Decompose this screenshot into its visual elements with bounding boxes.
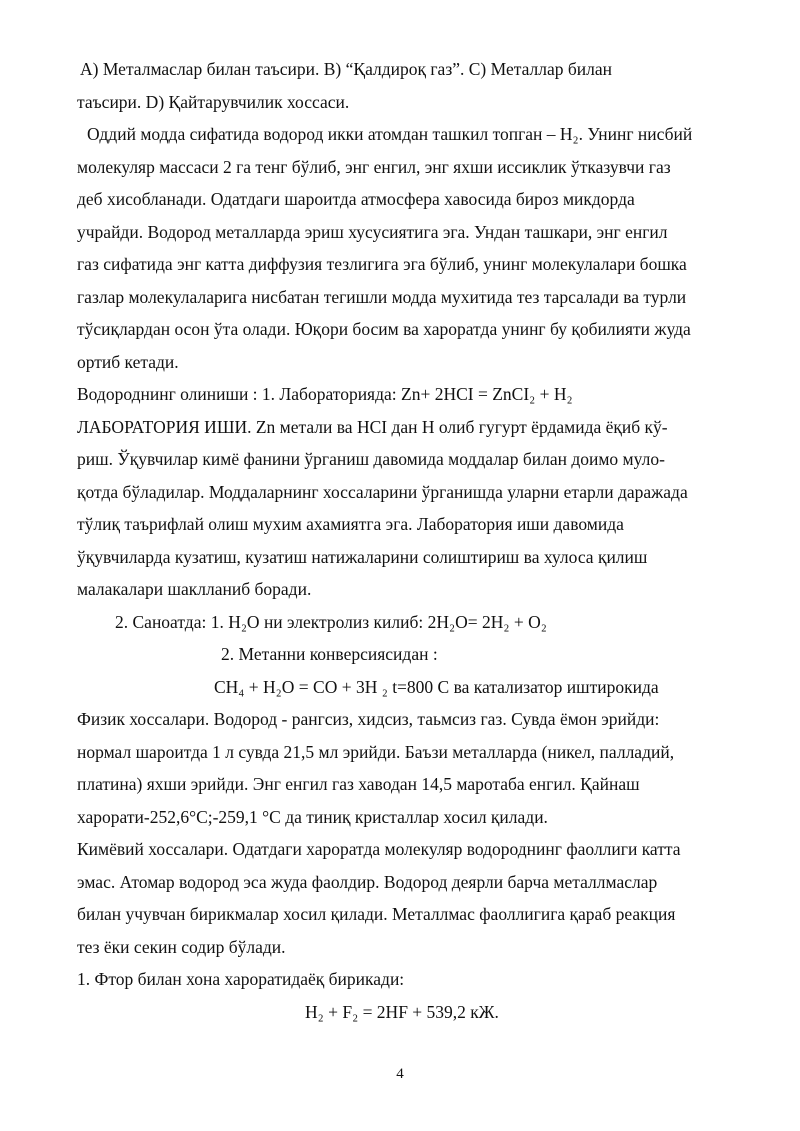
text-line: малакалари шаклланиб боради.: [77, 579, 312, 599]
text-line: билан учувчан бирикмалар хосил қилади. Металлмас фаоллигига қараб реакция: [77, 904, 676, 924]
text-line: ортиб кетади.: [77, 352, 179, 372]
text-line: харорати-252,6°С;-259,1 °С да тиниқ кристаллар хосил қилади.: [77, 807, 548, 827]
text-line: Физик хоссалари. Водород - рангсиз, хидсиз, таьмсиз газ. Сувда ёмон эрийди:: [77, 709, 660, 729]
text-line: А) Металмаслар билан таъсири. В) “Қалдироқ газ”. С) Металлар билан: [80, 59, 612, 79]
text-line: молекуляр массаси 2 га тенг бўлиб, энг енгил, энг яхши иссиклик ўтказувчи газ: [77, 157, 671, 177]
text-line: эмас. Атомар водород эса жуда фаолдир. Водород деярли барча металлмаслар: [77, 872, 658, 892]
text-line: риш. Ўқувчилар кимё фанини ўрганиш давомида моддалар билан доимо муло-: [77, 449, 665, 469]
text-line: учрайди. Водород металларда эриш хусусиятига эга. Ундан ташкари, энг енгил: [77, 222, 668, 242]
text-line: тўлиқ таърифлай олиш мухим ахамиятга эга. Лаборатория иши давомида: [77, 514, 624, 534]
text-line: ЛАБОРАТОРИЯ ИШИ. Zn метали ва НСІ дан Н олиб гугурт ёрдамида ёқиб кў-: [77, 417, 668, 437]
text-line: СН₄ + Н₂О = СО + 3Н ₂ t=800 С ва катализатор иштирокида: [214, 677, 659, 697]
text-line: газлар молекулаларига нисбатан тегишли модда мухитида тез тарсалади ва турли: [77, 287, 687, 307]
text-line: тез ёки секин содир бўлади.: [77, 937, 286, 957]
text-line: 2. Саноатда: 1. Н₂О ни электролиз килиб: 2Н₂О= 2Н₂ + О₂: [115, 612, 547, 632]
text-line: Кимёвий хоссалари. Одатдаги хароратда молекуляр водороднинг фаоллиги катта: [77, 839, 681, 859]
page-number: 4: [396, 1066, 404, 1082]
text-line: платина) яхши эрийди. Энг енгил газ хаводан 14,5 маротаба енгил. Қайнаш: [77, 774, 640, 794]
text-line: Водороднинг олиниши : 1. Лабораторияда: Zn+ 2HCI = ZnCI₂ + H₂: [77, 384, 573, 404]
formula-line: Н₂ + F₂ = 2НF + 539,2 кЖ.: [305, 1002, 499, 1022]
text-line: 2. Метанни конверсиясидан :: [221, 644, 438, 664]
text-line: ўқувчиларда кузатиш, кузатиш натижаларини солиштириш ва хулоса қилиш: [77, 547, 648, 567]
text-line: деб хисобланади. Одатдаги шароитда атмосфера хавосида бироз микдорда: [77, 189, 635, 209]
text-line: Оддий модда сифатида водород икки атомдан ташкил топган – Н₂. Унинг нисбий: [87, 124, 693, 144]
text-line: таъсири. D) Қайтарувчилик хоссаси.: [77, 92, 350, 112]
text-line: 1. Фтор билан хона хароратидаёқ бирикади:: [77, 969, 405, 989]
text-line: нормал шароитда 1 л сувда 21,5 мл эрийди. Баъзи металларда (никел, палладий,: [77, 742, 675, 762]
text-line: тўсиқлардан осон ўта олади. Юқори босим ва хароратда унинг бу қобилияти жуда: [77, 319, 691, 339]
text-line: қотда бўладилар. Моддаларнинг хоссаларини ўрганишда уларни етарли даражада: [77, 482, 688, 502]
text-line: газ сифатида энг катта диффузия тезлигига эга бўлиб, унинг молекулалари бошка: [77, 254, 687, 274]
